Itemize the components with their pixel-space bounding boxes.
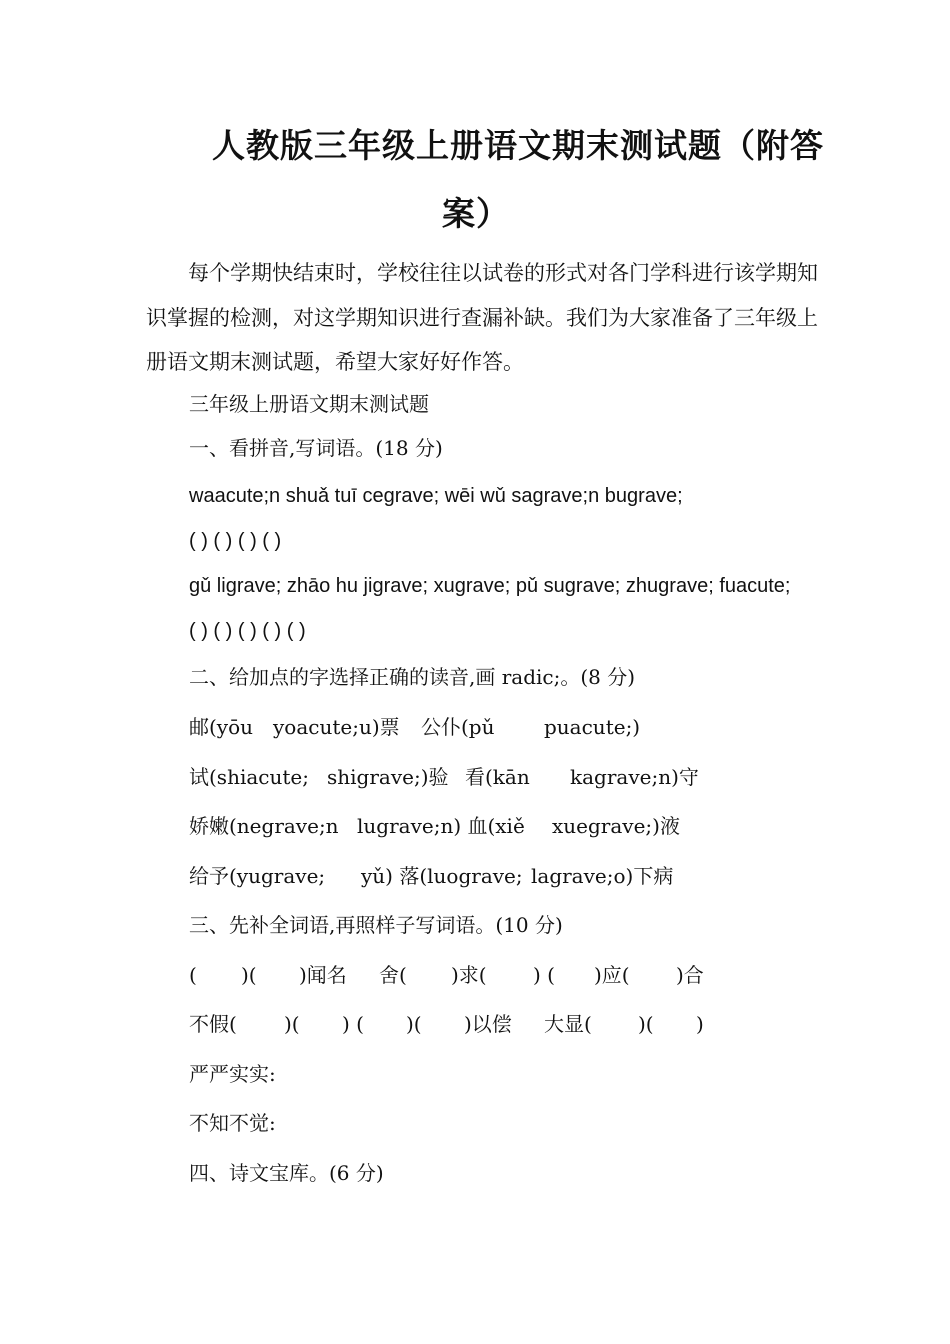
section-2-row-2 <box>189 762 829 792</box>
idiom-blank-part: 舍( <box>379 963 407 987</box>
section-2-row-3 <box>189 811 829 841</box>
idiom-blank-part: )应( <box>594 963 630 987</box>
section-2-row-4 <box>189 861 829 891</box>
idiom-blank-part: )合 <box>676 963 704 987</box>
section-2-cell: 看(kān <box>465 765 530 789</box>
section-2-cell: 公仆(pǔ <box>421 715 495 739</box>
section-1-heading: 一、看拼音,写词语。(18 分) <box>189 436 443 460</box>
section-2-heading: 二、给加点的字选择正确的读音,画 radic;。(8 分) <box>189 665 636 689</box>
idiom-blank-part: ( <box>189 963 197 987</box>
section-2-cell: kagrave;n)守 <box>570 765 699 789</box>
intro-paragraph: 每个学期快结束时，学校往往以试卷的形式对各门学科进行该学期知识掌握的检测，对这学期知识进行查漏补缺。我们为大家准备了三年级上册语文期末测试题，希望大家好好作答。 <box>146 261 818 374</box>
section-2-cell: 给予(yugrave; <box>189 864 326 888</box>
section-2-row-1 <box>189 712 829 742</box>
section-2-cell: 试(shiacute; <box>189 765 309 789</box>
subheading: 三年级上册语文期末测试题 <box>189 392 429 416</box>
idiom-blank-part: )( <box>241 963 257 987</box>
section-2-cell: yǔ) 落(luograve; <box>361 864 523 888</box>
idiom-blank-part: ) ( <box>533 963 555 987</box>
section-1-blanks-row-1: ( ) ( ) ( ) ( ) <box>189 530 282 552</box>
idiom-blank-part: )( <box>406 1012 422 1036</box>
idiom-blank-part: )求( <box>451 963 487 987</box>
section-2-cell: 邮(yōu <box>189 715 254 739</box>
section-2-cell: 娇嫩(negrave;n <box>189 814 339 838</box>
idiom-blank-part: 不假( <box>189 1012 237 1036</box>
idiom-blank-part: ) ( <box>342 1012 364 1036</box>
section-2-cell: shigrave;)验 <box>327 765 449 789</box>
document-title-line-1: 人教版三年级上册语文期末测试题（附答 <box>212 126 824 165</box>
section-4-heading: 四、诗文宝库。(6 分) <box>189 1161 384 1185</box>
section-3-heading: 三、先补全词语,再照样子写词语。(10 分) <box>189 913 563 937</box>
idiom-blank-part: )( <box>284 1012 300 1036</box>
section-3-row-1 <box>189 960 829 990</box>
idiom-blank-part: ) <box>696 1012 704 1036</box>
section-2-cell: yoacute;u)票 <box>273 715 400 739</box>
section-2-cell: lugrave;n) 血(xiě <box>357 814 525 838</box>
section-1-pinyin-row-2: gǔ ligrave; zhāo hu jigrave; xugrave; pǔ sugrave; zhugrave; fuacute; <box>189 575 791 597</box>
section-1-blanks-row-2: ( ) ( ) ( ) ( ) ( ) <box>189 620 306 642</box>
idiom-blank-part: )以偿 <box>464 1012 512 1036</box>
document-title-line-2: 案） <box>442 194 510 233</box>
section-2-cell: xuegrave;)液 <box>552 814 680 838</box>
section-2-cell: puacute;) <box>544 715 641 739</box>
idiom-blank-part: )( <box>638 1012 654 1036</box>
section-3-example-2: 不知不觉: <box>189 1111 276 1135</box>
section-3-row-2 <box>189 1009 829 1039</box>
section-2-cell: lagrave;o)下病 <box>531 864 674 888</box>
section-3-example-1: 严严实实: <box>189 1062 276 1086</box>
idiom-blank-part: 大显( <box>544 1012 592 1036</box>
idiom-blank-part: )闻名 <box>299 963 347 987</box>
section-1-pinyin-row-1: waacute;n shuǎ tuī cegrave; wēi wǔ sagrave;n bugrave; <box>189 485 683 507</box>
